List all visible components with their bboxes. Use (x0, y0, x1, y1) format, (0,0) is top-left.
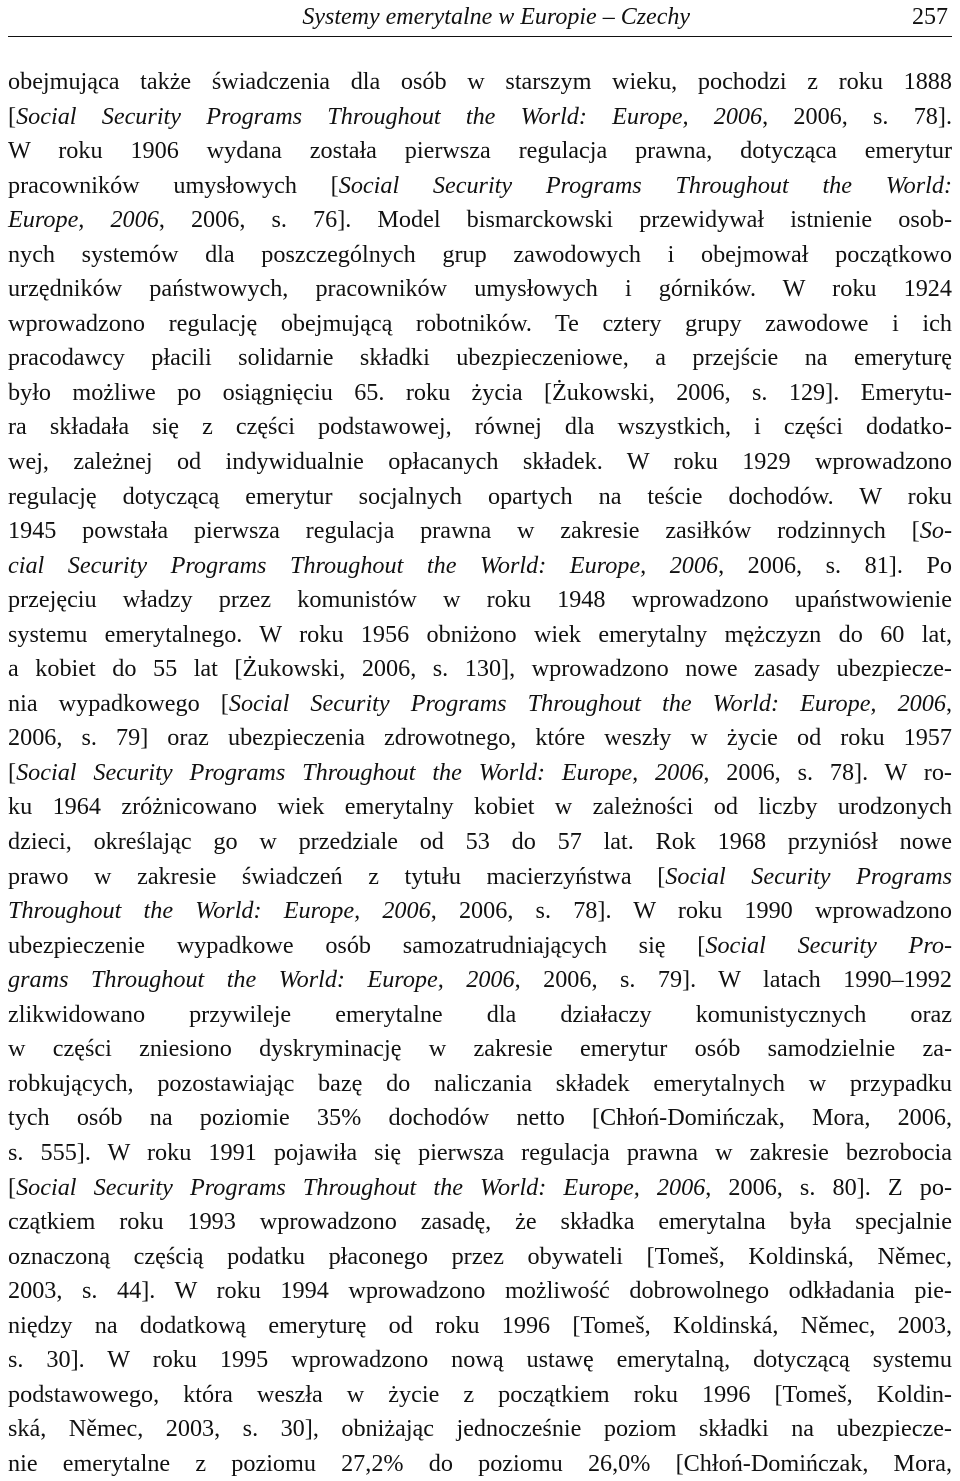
text-line (8, 341, 952, 376)
text-line (8, 238, 952, 273)
text-run: dzieci, określając go w przedziale od 53 do 57 lat. Rok 1968 przyniósł nowe (8, 828, 952, 856)
text-run: ská, Němec, 2003, s. 30], obniżając jednocześnie poziom składki na ubezpiecze- (8, 1415, 952, 1443)
text-run: regulację dotyczącą emerytur socjalnych opartych na teście dochodów. W roku (8, 482, 952, 510)
italic-citation: Throughout the World: Europe, 2006 (8, 897, 431, 925)
text-line (8, 583, 952, 618)
text-run: ra składała się z części podstawowej, równej dla wszystkich, i części dodatko- (8, 413, 952, 441)
text-run: 1945 powstała pierwsza regulacja prawna w zakresie zasiłków rodzinnych [ (8, 517, 920, 545)
text-run: , 2006, s. 76]. Model bismarckowski przewidywał istnienie osob- (158, 206, 952, 234)
text-line (8, 1378, 952, 1413)
text-line (8, 1067, 952, 1102)
text-line (8, 100, 952, 135)
text-run: , 2006, s. 81]. Po (718, 551, 952, 579)
text-run: w części zniesiono dyskryminację w zakresie emerytur osób samodzielnie za- (8, 1035, 952, 1063)
text-line (8, 756, 952, 791)
italic-citation: Social Security Pro- (705, 931, 952, 959)
text-run: niędzy na dodatkową emeryturę od roku 1996 [Tomeš, Koldinská, Němec, 2003, (8, 1311, 952, 1339)
text-line (8, 65, 952, 100)
text-line (8, 998, 952, 1033)
text-line (8, 687, 952, 722)
text-line (8, 445, 952, 480)
text-line (8, 1205, 952, 1240)
text-run: prawo w zakresie świadczeń z tytułu macierzyństwa [ (8, 862, 666, 890)
text-line (8, 376, 952, 411)
text-line (8, 307, 952, 342)
text-run: ku 1964 zróżnicowano wiek emerytalny kobiet w zależności od liczby urodzonych (8, 793, 952, 821)
text-run: robkujących, pozostawiając bazę do naliczania składek emerytalnych w przypadku (8, 1069, 952, 1097)
text-line (8, 1274, 952, 1309)
text-run: , 2006, s. 78]. W roku 1990 wprowadzono (430, 897, 952, 925)
text-line (8, 272, 952, 307)
italic-citation: Social Security Programs Throughout the World: Europe, 2006 (228, 689, 946, 717)
text-line (8, 894, 952, 929)
text-line (8, 480, 952, 515)
text-run: , 2006, s. 80]. Z po- (705, 1173, 953, 1201)
text-line (8, 1101, 952, 1136)
text-line (8, 1240, 952, 1275)
text-run: nie emerytalne z poziomu 27,2% do poziomu 26,0% [Chłoń-Domińczak, Mora, (8, 1449, 952, 1477)
text-run: pracodawcy płacili solidarnie składki ubezpieczeniowe, a przejście na emeryturę (8, 344, 952, 372)
italic-citation: Social Security Programs (665, 862, 952, 890)
italic-citation: Europe, 2006 (8, 206, 159, 234)
italic-citation: Social Security Programs Throughout the World: Europe, 2006 (16, 102, 763, 130)
text-line (8, 1171, 952, 1206)
text-line (8, 860, 952, 895)
text-run: W roku 1906 wydana została pierwsza regulacja prawna, dotycząca emerytur (8, 137, 952, 165)
text-line (8, 1136, 952, 1171)
text-line (8, 1309, 952, 1344)
page-number: 257 (912, 4, 948, 30)
text-line (8, 618, 952, 653)
text-run: przejęciu władzy przez komunistów w roku 1948 wprowadzono upaństwowienie (8, 586, 952, 614)
text-run: s. 30]. W roku 1995 wprowadzono nową ustawę emerytalną, dotyczącą systemu (8, 1346, 952, 1374)
italic-citation: grams Throughout the World: Europe, 2006 (8, 966, 515, 994)
text-run: obejmująca także świadczenia dla osób w starszym wieku, pochodzi z roku 1888 (8, 68, 952, 95)
text-run: tych osób na poziomie 35% dochodów netto [Chłoń-Domińczak, Mora, 2006, (8, 1104, 952, 1132)
text-run: , (945, 689, 952, 717)
text-run: czątkiem roku 1993 wprowadzono zasadę, że składka emerytalna była specjalnie (8, 1208, 952, 1236)
text-run: zlikwidowano przywileje emerytalne dla działaczy komunistycznych oraz (8, 1000, 952, 1028)
italic-citation: cial Security Programs Throughout the World: Europe, 2006 (8, 551, 719, 579)
text-line (8, 134, 952, 169)
text-line (8, 410, 952, 445)
text-line (8, 169, 952, 204)
text-run: [ (8, 758, 17, 786)
header-rule (8, 36, 952, 37)
text-run: [ (8, 1173, 17, 1201)
italic-citation: Social Security Programs Throughout the World: Europe, 2006 (16, 1173, 706, 1201)
text-line (8, 1343, 952, 1378)
text-line (8, 1447, 952, 1481)
text-line (8, 1032, 952, 1067)
italic-citation: Social Security Programs Throughout the World: (338, 171, 953, 199)
text-line (8, 549, 952, 584)
text-line (8, 825, 952, 860)
text-line (8, 721, 952, 756)
text-run: pracowników umysłowych [ (8, 171, 339, 199)
text-run: 2003, s. 44]. W roku 1994 wprowadzono możliwość dobrowolnego odkładania pie- (8, 1277, 952, 1305)
text-run: [ (8, 102, 17, 130)
text-run: urzędników państwowych, pracowników umysłowych i górników. W roku 1924 (8, 275, 952, 303)
body-text (8, 65, 952, 1481)
text-run: , 2006, s. 78]. (762, 102, 952, 130)
text-line (8, 963, 952, 998)
page-header (0, 0, 960, 40)
text-line (8, 652, 952, 687)
italic-citation: Social Security Programs Throughout the World: Europe, 2006 (16, 758, 704, 786)
text-run: oznaczoną częścią podatku płaconego przez obywateli [Tomeš, Koldinská, Němec, (8, 1242, 952, 1270)
italic-citation: So- (919, 517, 952, 545)
text-line (8, 1412, 952, 1447)
running-title: Systemy emerytalne w Europie – Czechy (302, 4, 690, 30)
text-line (8, 929, 952, 964)
text-run: wej, zależnej od indywidualnie opłacanych składek. W roku 1929 wprowadzono (8, 448, 952, 476)
text-run: systemu emerytalnego. W roku 1956 obniżono wiek emerytalny mężczyzn do 60 lat, (8, 620, 952, 648)
text-run: , 2006, s. 78]. W ro- (703, 758, 952, 786)
text-line (8, 514, 952, 549)
text-run: a kobiet do 55 lat [Żukowski, 2006, s. 130], wprowadzono nowe zasady ubezpiecze- (8, 655, 952, 683)
text-run: podstawowego, która weszła w życie z początkiem roku 1996 [Tomeš, Koldin- (8, 1380, 952, 1408)
text-run: 2006, s. 79] oraz ubezpieczenia zdrowotnego, które weszły w życie od roku 1957 (8, 724, 952, 752)
text-run: wprowadzono regulację obejmującą robotników. Te cztery grupy zawodowe i ich (8, 309, 952, 337)
text-run: nych systemów dla poszczególnych grup zawodowych i obejmował początkowo (8, 240, 952, 268)
text-line (8, 203, 952, 238)
text-run: ubezpieczenie wypadkowe osób samozatrudniających się [ (8, 931, 706, 959)
text-run: , 2006, s. 79]. W latach 1990–1992 (514, 966, 952, 994)
text-line (8, 790, 952, 825)
text-run: s. 555]. W roku 1991 pojawiła się pierwsza regulacja prawna w zakresie bezrobocia (8, 1138, 952, 1166)
text-run: nia wypadkowego [ (8, 689, 229, 717)
text-run: było możliwe po osiągnięciu 65. roku życia [Żukowski, 2006, s. 129]. Emerytu- (8, 378, 952, 406)
